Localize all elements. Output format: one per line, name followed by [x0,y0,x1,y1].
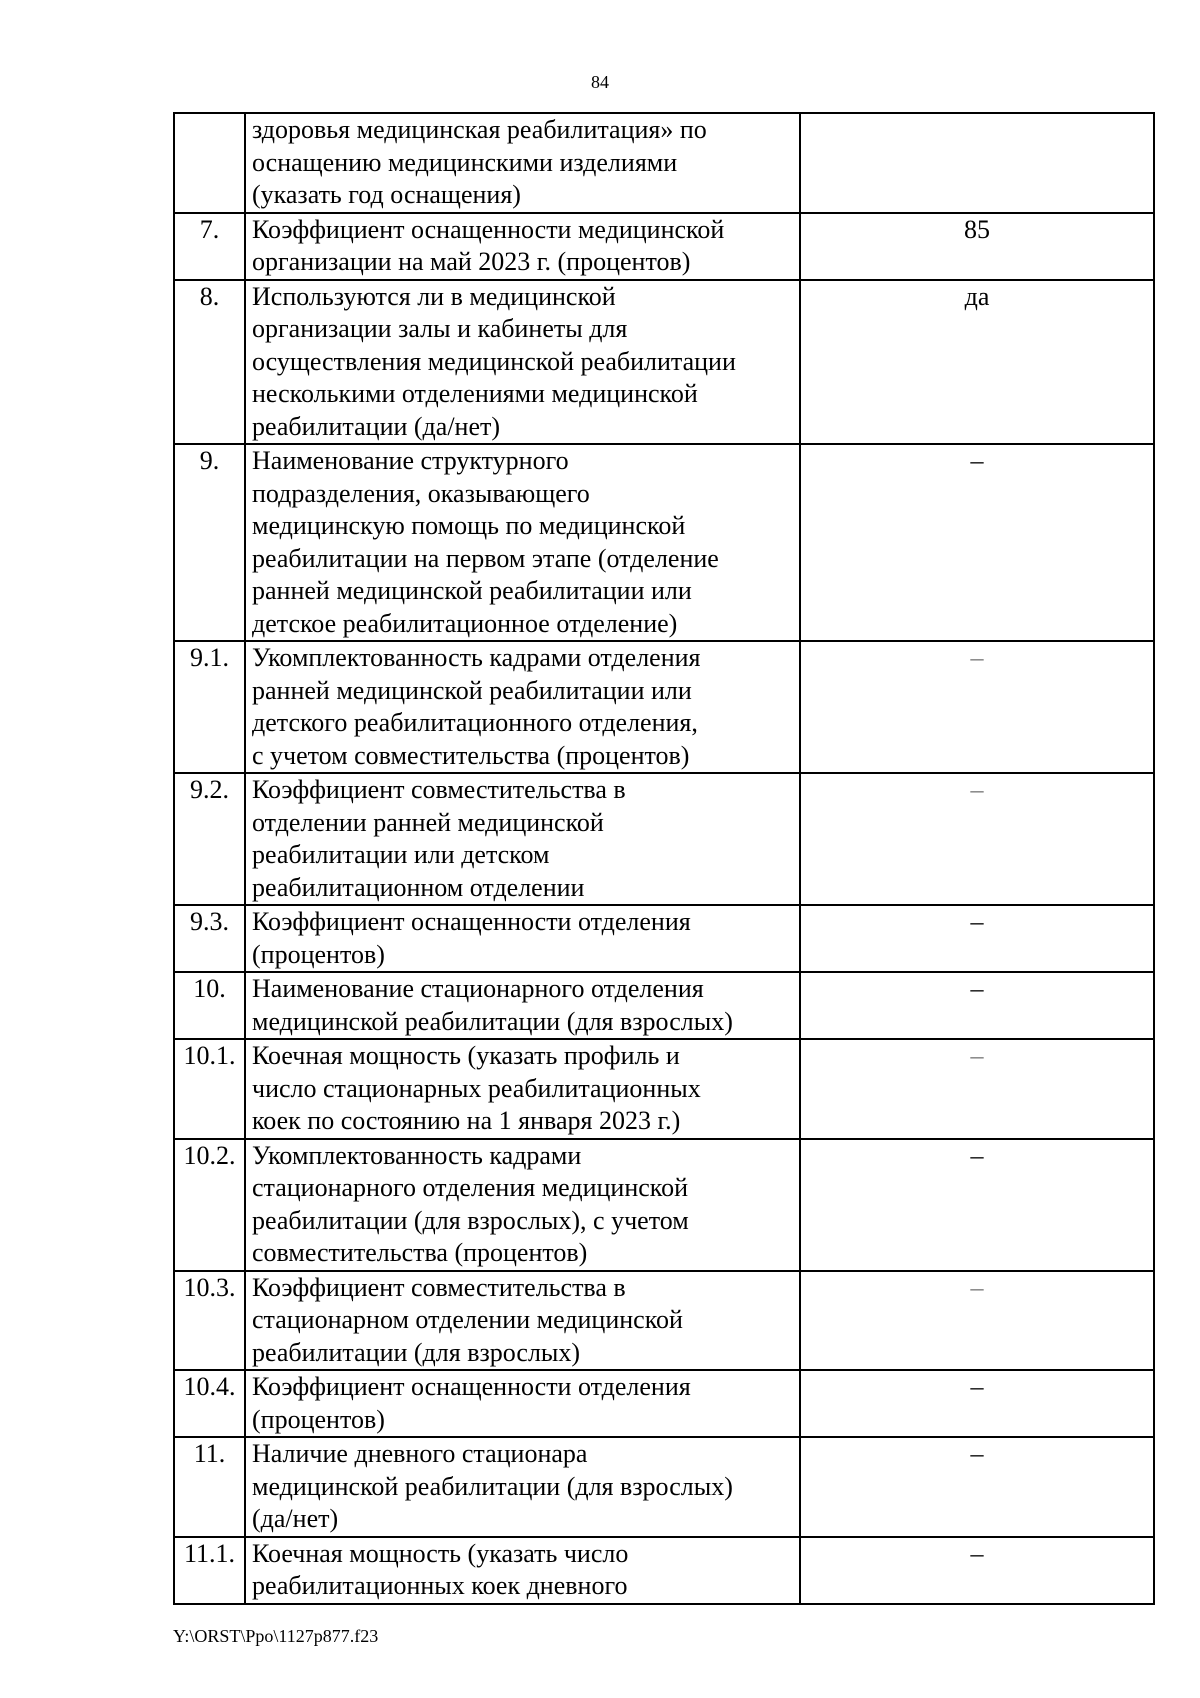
description-line: организации на май 2023 г. (процентов) [252,247,691,276]
description-line: реабилитации (для взрослых) [252,1337,581,1367]
row-number: 10.1. [174,1039,245,1139]
table-row [174,641,1154,773]
indicators-table [173,112,1155,1605]
table-row [174,1370,1154,1437]
row-number: 11. [174,1437,245,1537]
table-body [174,113,1154,1604]
description-line: осуществления медицинской реабилитации [252,346,736,376]
description-line: Коечная мощность (указать профиль и [252,1041,680,1070]
description-line: совместительства (процентов) [252,1238,588,1267]
table-row [174,1271,1154,1371]
row-number: 10.4. [174,1370,245,1437]
description-line: организации залы и кабинеты для [252,314,628,343]
description-line: (процентов) [252,1404,385,1434]
description-line: стационарном отделении медицинской [252,1305,683,1334]
description-line: Коэффициент оснащенности отделения [252,1372,691,1401]
row-value [800,113,1154,213]
table-row [174,280,1154,445]
description-line: Используются ли в медицинской [252,281,616,311]
table-row [174,213,1154,280]
description-line: медицинской реабилитации (для взрослых) [252,1006,733,1036]
description-line: Коэффициент оснащенности медицинской [252,214,725,244]
description-line: Укомплектованность кадрами отделения [252,643,701,672]
table-row [174,773,1154,905]
description-line: ранней медицинской реабилитации или [252,675,692,705]
row-value: да [800,280,1154,445]
description-line: подразделения, оказывающего [252,478,590,508]
row-number: 8. [174,280,245,445]
row-number: 9.1. [174,641,245,773]
description-line: стационарного отделения медицинской [252,1173,689,1202]
row-description [245,1139,800,1271]
row-value: – [800,1271,1154,1371]
row-value: – [800,1139,1154,1271]
description-line: с учетом совместительства (процентов) [252,740,690,770]
description-line: ранней медицинской реабилитации или [252,576,692,605]
description-line: медицинскую помощь по медицинской [252,511,686,540]
description-line: Наименование структурного [252,446,569,475]
row-value: – [800,1370,1154,1437]
description-line: реабилитации на первом этапе (отделение [252,543,719,573]
description-line: медицинской реабилитации (для взрослых) [252,1471,733,1501]
row-description [245,1537,800,1604]
row-number: 10.2. [174,1139,245,1271]
description-line: Коечная мощность (указать число [252,1538,629,1568]
description-line: несколькими отделениями медицинской [252,379,698,408]
description-line: Наличие дневного стационара [252,1439,588,1468]
table-row [174,1039,1154,1139]
row-value: 85 [800,213,1154,280]
row-value: – [800,905,1154,972]
row-value: – [800,773,1154,905]
row-description [245,641,800,773]
description-line: реабилитации (для взрослых), с учетом [252,1205,689,1235]
row-description [245,1437,800,1537]
description-line: оснащению медицинскими изделиями [252,147,678,177]
row-value: – [800,1039,1154,1139]
file-path-footer: Y:\ORST\Ppo\1127p877.f23 [173,1626,379,1646]
row-value: – [800,972,1154,1039]
description-line: Коэффициент оснащенности отделения [252,907,691,936]
table-row [174,905,1154,972]
description-line: Наименование стационарного отделения [252,974,704,1003]
row-description [245,213,800,280]
table-row [174,444,1154,641]
table-row [174,1139,1154,1271]
table-row [174,1537,1154,1604]
description-line: коек по состоянию на 1 января 2023 г.) [252,1106,681,1135]
row-number: 10.3. [174,1271,245,1371]
page-number: 84 [591,72,609,92]
description-line: отделении ранней медицинской [252,807,604,837]
description-line: реабилитационном отделении [252,872,585,902]
row-number: 9.3. [174,905,245,972]
row-number: 11.1. [174,1537,245,1604]
row-description [245,773,800,905]
description-line: реабилитационных коек дневного [252,1571,628,1600]
row-description [245,444,800,641]
row-description [245,1039,800,1139]
description-line: реабилитации или детском [252,840,550,869]
row-description [245,113,800,213]
row-number: 10. [174,972,245,1039]
description-line: (процентов) [252,939,385,969]
row-description [245,1271,800,1371]
row-number [174,113,245,213]
table-row [174,1437,1154,1537]
table-row [174,113,1154,213]
row-value: – [800,641,1154,773]
row-description [245,905,800,972]
description-line: здоровья медицинская реабилитация» по [252,115,707,144]
row-value: – [800,1537,1154,1604]
description-line: реабилитации (да/нет) [252,411,501,441]
description-line: детское реабилитационное отделение) [252,608,678,638]
row-value: – [800,1437,1154,1537]
table-row [174,972,1154,1039]
description-line: детского реабилитационного отделения, [252,708,698,737]
description-line: (указать год оснащения) [252,180,521,209]
row-value: – [800,444,1154,641]
description-line: (да/нет) [252,1504,339,1533]
description-line: Укомплектованность кадрами [252,1140,582,1170]
row-description [245,972,800,1039]
description-line: Коэффициент совместительства в [252,1272,626,1302]
row-number: 9.2. [174,773,245,905]
row-number: 7. [174,213,245,280]
row-number: 9. [174,444,245,641]
description-line: Коэффициент совместительства в [252,775,626,804]
row-description [245,280,800,445]
row-description [245,1370,800,1437]
description-line: число стационарных реабилитационных [252,1073,701,1103]
